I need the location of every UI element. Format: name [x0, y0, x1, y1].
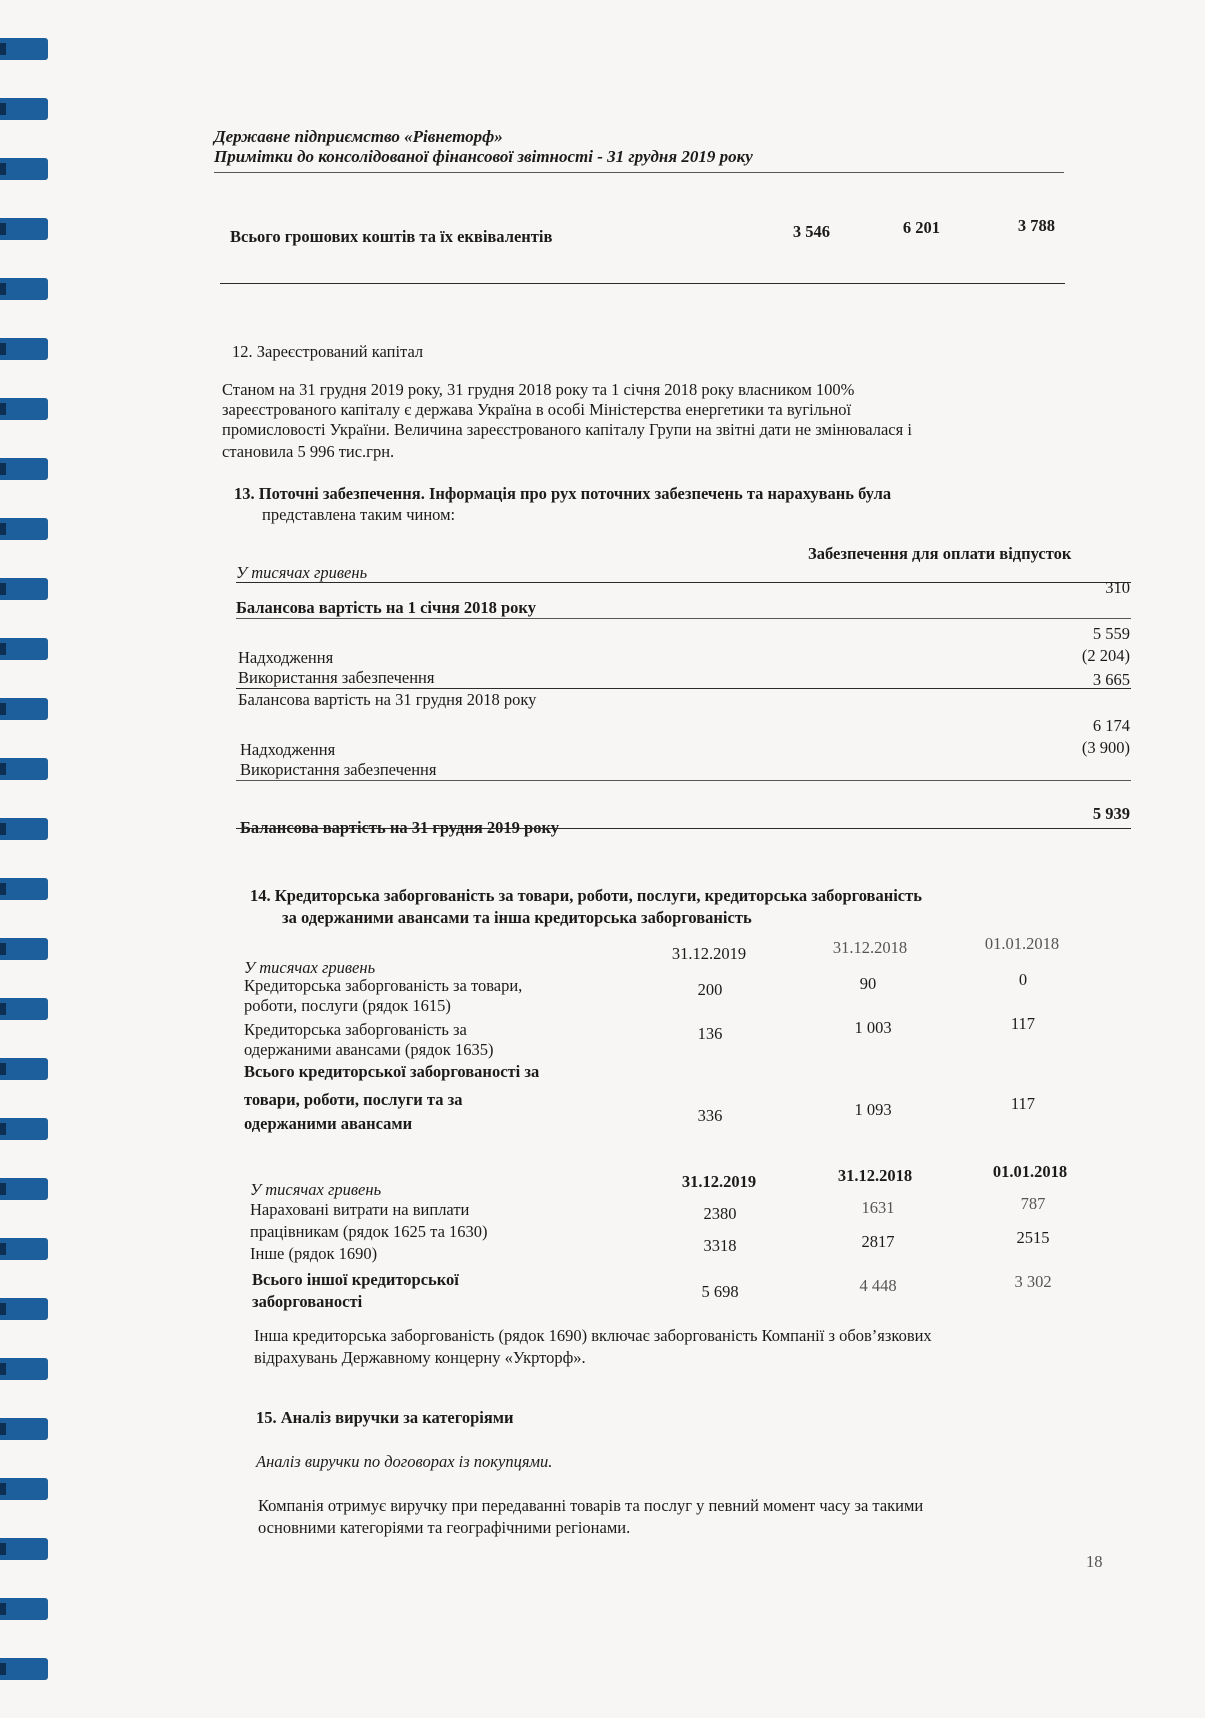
note13-value-used-2019: (3 900) — [1081, 738, 1130, 757]
note12-line-4: становила 5 996 тис.грн. — [222, 442, 395, 461]
t1-row3-2017: 117 — [1010, 1094, 1036, 1113]
t1-row2-2019: 136 — [697, 1024, 723, 1043]
t1-row2-2018: 1 003 — [854, 1018, 892, 1037]
note13-header-rule — [236, 582, 1131, 583]
note12-line-3: промисловості України. Величина зареєстрованого капіталу Групи на звітні дати не змінювалася і — [222, 420, 912, 439]
header-divider — [214, 172, 1064, 173]
t2-row2-2017: 2515 — [1016, 1228, 1050, 1247]
note14-title-line-2: за одержаними авансами та інша кредиторська заборгованість — [282, 908, 752, 927]
note12-line-1: Станом на 31 грудня 2019 року, 31 грудня 2018 року та 1 січня 2018 року власником 100% — [222, 380, 855, 399]
note14-footnote-line-1: Інша кредиторська заборгованість (рядок 1690) включає заборгованість Компанії з обов’язкових — [254, 1326, 932, 1345]
note13-label-additions-2019: Надходження — [240, 740, 336, 759]
t2-header-2017: 01.01.2018 — [992, 1162, 1068, 1181]
t1-header-2019: 31.12.2019 — [671, 944, 747, 963]
note15-line-1: Компанія отримує виручку при передаванні товарів та послуг у певний момент часу за такими — [258, 1496, 924, 1515]
note15-subtitle: Аналіз виручки по договорах із покупцями. — [256, 1452, 553, 1471]
note13-label-used-2018: Використання забезпечення — [238, 668, 435, 687]
t1-header-2017: 01.01.2018 — [984, 934, 1060, 953]
note13-label-closing-2018: Балансова вартість на 31 грудня 2018 року — [238, 690, 537, 709]
note13-rule-2 — [236, 688, 1131, 689]
cash-total-2019: 3 546 — [792, 222, 830, 241]
note13-rule-4 — [236, 828, 1131, 829]
t2-row3-label-2: заборгованості — [252, 1292, 363, 1311]
t2-header-2019: 31.12.2019 — [681, 1172, 757, 1191]
t2-row2-label-1: Інше (рядок 1690) — [250, 1244, 378, 1263]
t1-row3-2018: 1 093 — [854, 1100, 892, 1119]
t1-row2-label-2: одержаними авансами (рядок 1635) — [244, 1040, 494, 1059]
header-org-name: Державне підприємство «Рівнеторф» — [214, 127, 503, 146]
t2-row1-label-1: Нараховані витрати на виплати — [250, 1200, 470, 1219]
t1-row2-2017: 117 — [1010, 1014, 1036, 1033]
note13-value-opening-2018: 310 — [1105, 578, 1130, 597]
t2-row3-2019: 5 698 — [701, 1282, 739, 1301]
note13-value-closing-2018: 3 665 — [1092, 670, 1130, 689]
note12-line-2: зареєстрованого капіталу є держава Україна в особі Міністерства енергетики та вугільної — [222, 400, 852, 419]
cash-total-2018: 6 201 — [902, 218, 940, 237]
t1-row2-label-1: Кредиторська заборгованість за — [244, 1020, 467, 1039]
cash-total-2017: 3 788 — [1017, 216, 1055, 235]
cash-total-label: Всього грошових коштів та їх еквівалентів — [230, 227, 553, 246]
t1-row1-2017: 0 — [1018, 970, 1028, 989]
note13-title-line-2: представлена таким чином: — [262, 505, 456, 524]
note14-footnote-line-2: відрахувань Державному концерну «Укрторф». — [254, 1348, 586, 1367]
note13-label-additions-2018: Надходження — [238, 648, 334, 667]
t2-unit-label: У тисячах гривень — [250, 1180, 382, 1199]
t1-row1-label-2: роботи, послуги (рядок 1615) — [244, 996, 451, 1015]
t2-row1-2018: 1631 — [861, 1198, 895, 1217]
note13-unit-label: У тисячах гривень — [236, 563, 368, 582]
note13-column-header: Забезпечення для оплати відпусток — [808, 544, 1072, 563]
note13-title-line-1: 13. Поточні забезпечення. Інформація про рух поточних забезпечень та нарахувань була — [234, 484, 892, 503]
t2-header-2018: 31.12.2018 — [837, 1166, 913, 1185]
t1-row3-label-1: Всього кредиторської заборгованості за — [244, 1062, 540, 1081]
cash-total-rule — [220, 283, 1065, 284]
t1-row3-2019: 336 — [697, 1106, 723, 1125]
spiral-binding — [0, 0, 60, 1718]
header-report-title: Примітки до консолідованої фінансової звітності - 31 грудня 2019 року — [214, 147, 753, 166]
t2-row2-2018: 2817 — [861, 1232, 895, 1251]
note13-label-closing-2019: Балансова вартість на 31 грудня 2019 року — [240, 818, 560, 837]
t2-row1-2019: 2380 — [703, 1204, 737, 1223]
t2-row1-2017: 787 — [1020, 1194, 1046, 1213]
note13-value-additions-2019: 6 174 — [1092, 716, 1130, 735]
note13-rule-3 — [236, 780, 1131, 781]
t1-unit-label: У тисячах гривень — [244, 958, 376, 977]
t2-row3-2018: 4 448 — [859, 1276, 897, 1295]
t1-row1-label-1: Кредиторська заборгованість за товари, — [244, 976, 523, 995]
t2-row3-2017: 3 302 — [1014, 1272, 1052, 1291]
note14-title-line-1: 14. Кредиторська заборгованість за товари, роботи, послуги, кредиторська заборгованість — [250, 886, 922, 905]
t1-row1-2018: 90 — [859, 974, 877, 993]
page-number: 18 — [1086, 1552, 1103, 1571]
t1-row3-label-3: одержаними авансами — [244, 1114, 413, 1133]
t1-row3-label-2: товари, роботи, послуги та за — [244, 1090, 463, 1109]
note13-value-additions-2018: 5 559 — [1092, 624, 1130, 643]
note12-title: 12. Зареєстрований капітал — [232, 342, 424, 361]
t1-header-2018: 31.12.2018 — [832, 938, 908, 957]
note13-rule-1 — [236, 618, 1131, 619]
t1-row1-2019: 200 — [697, 980, 723, 999]
note13-value-closing-2019: 5 939 — [1092, 804, 1130, 823]
note13-label-used-2019: Використання забезпечення — [240, 760, 437, 779]
t2-row1-label-2: працівникам (рядок 1625 та 1630) — [250, 1222, 488, 1241]
t2-row2-2019: 3318 — [703, 1236, 737, 1255]
note13-label-opening-2018: Балансова вартість на 1 січня 2018 року — [236, 598, 536, 617]
note15-title: 15. Аналіз виручки за категоріями — [256, 1408, 514, 1427]
note15-line-2: основними категоріями та географічними регіонами. — [258, 1518, 631, 1537]
t2-row3-label-1: Всього іншої кредиторської — [252, 1270, 459, 1289]
note13-value-used-2018: (2 204) — [1081, 646, 1130, 665]
